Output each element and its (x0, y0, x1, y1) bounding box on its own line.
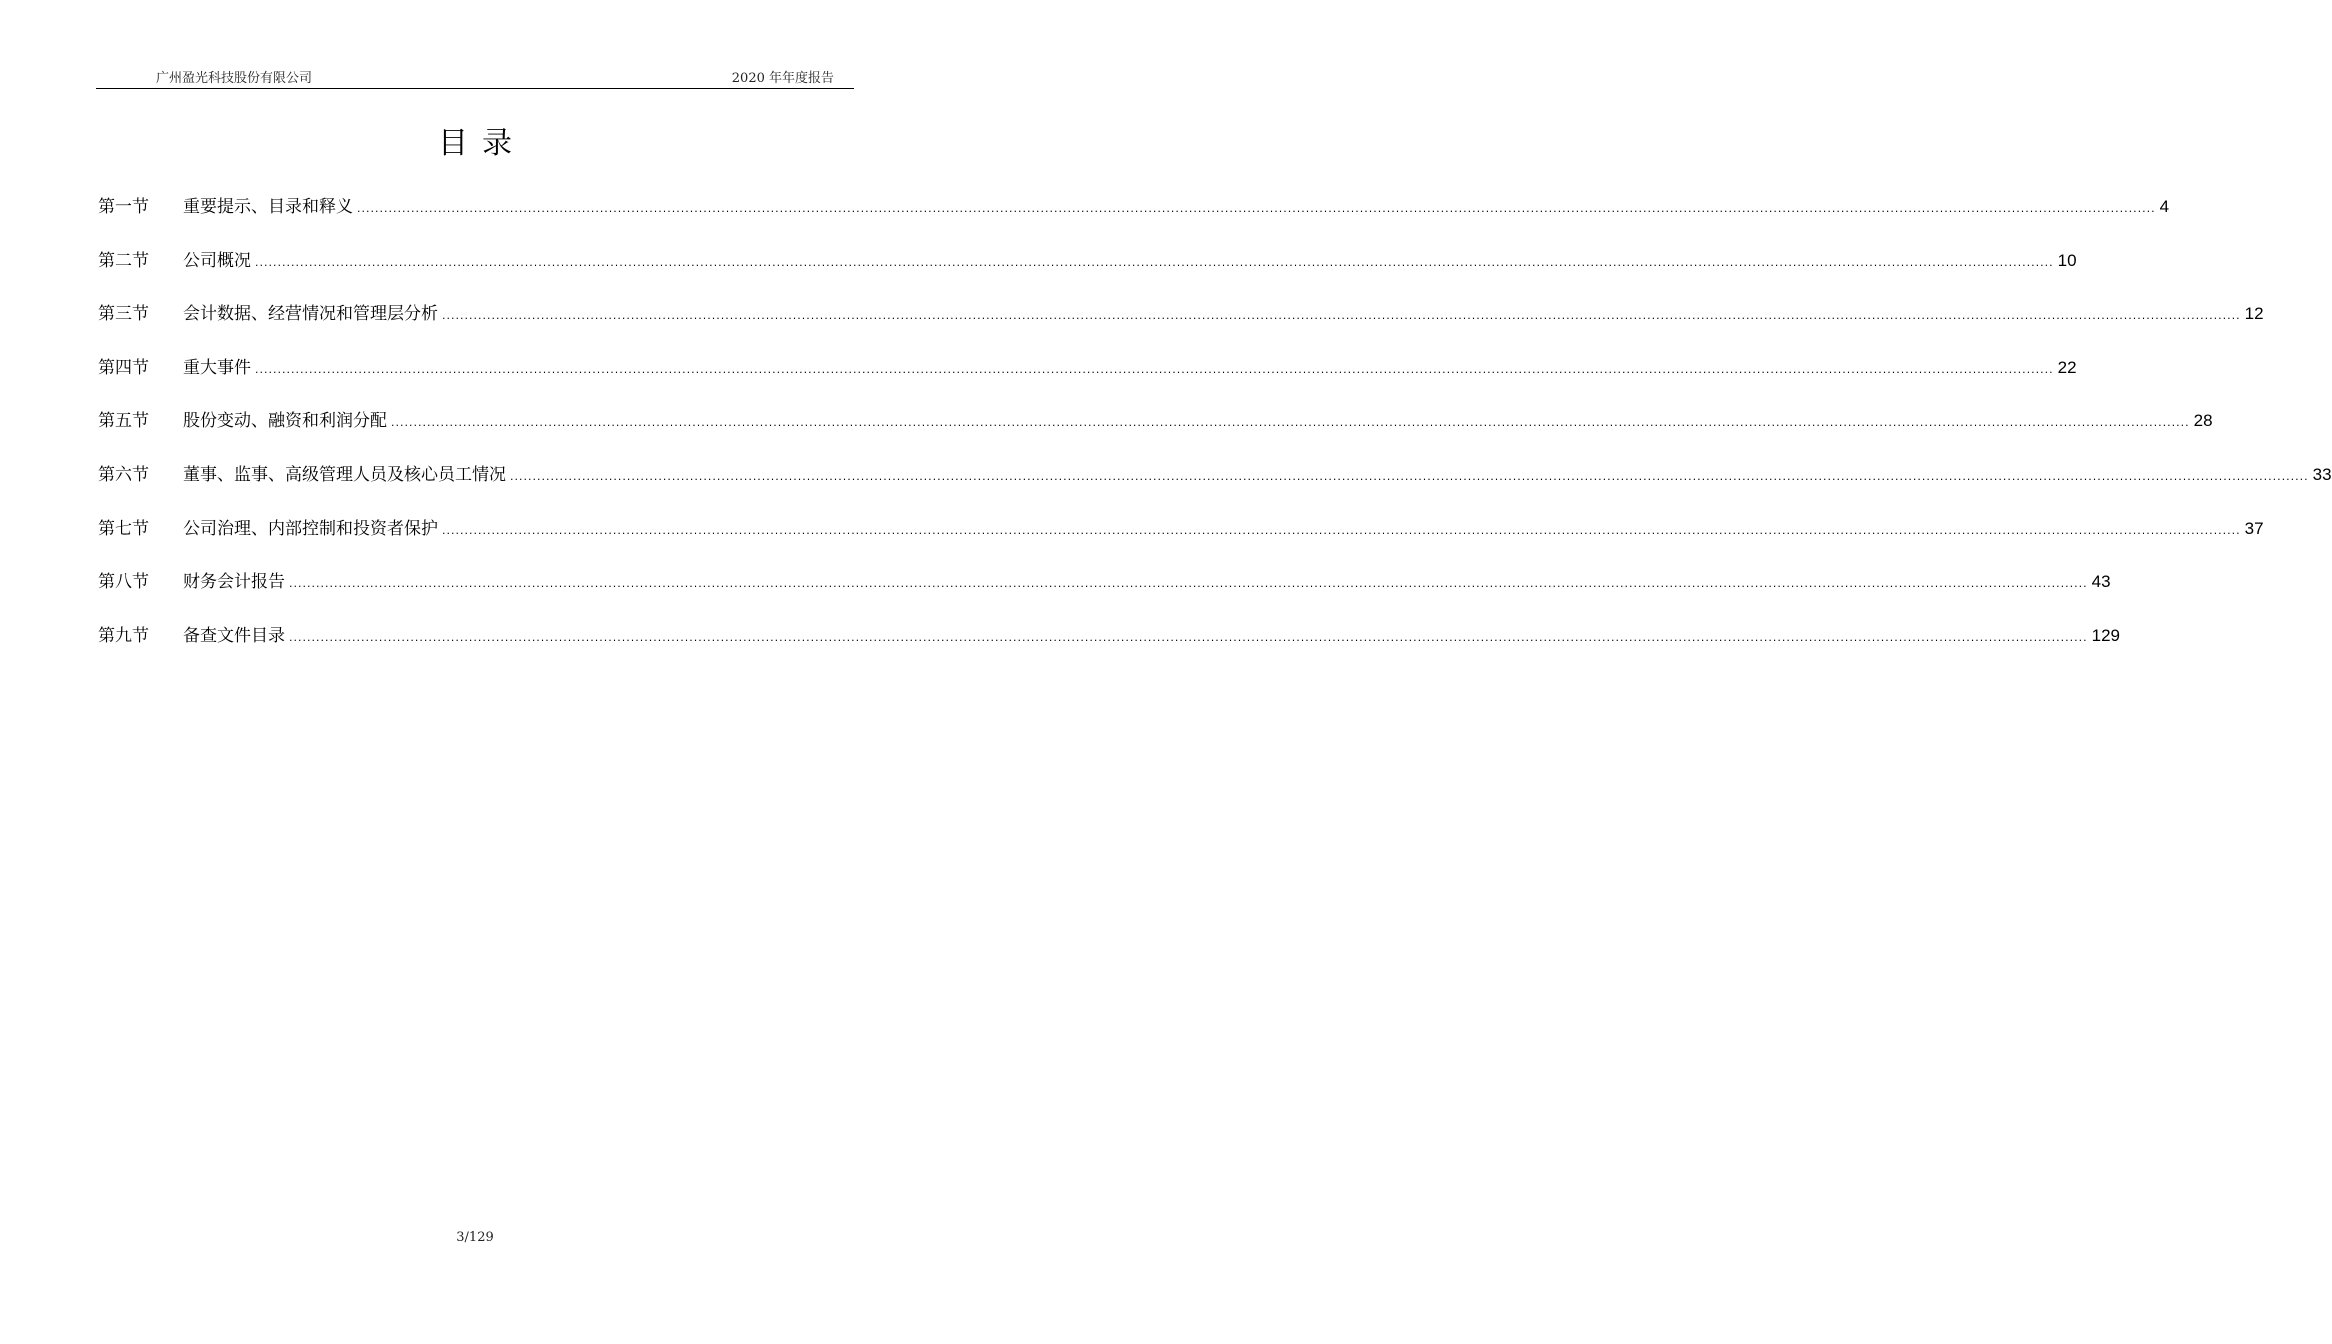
toc-title: 目录 (438, 126, 526, 161)
toc-entry[interactable] (98, 406, 2213, 460)
toc-section-number: 第六节 (98, 464, 149, 485)
toc-page-number: 22 (2057, 357, 2077, 377)
toc-section-number: 第四节 (98, 357, 149, 378)
table-of-contents (98, 192, 2332, 674)
toc-page-number: 37 (2244, 518, 2264, 538)
toc-dot-leader: ................................................................................................................................................................................................................................................................................................................................................................................................................ (255, 255, 2054, 269)
toc-page-number: 33 (2312, 464, 2332, 484)
toc-section-number: 第二节 (98, 250, 149, 271)
toc-section-number: 第七节 (98, 518, 149, 539)
toc-dot-leader: ................................................................................................................................................................................................................................................................................................................................................................................................................ (442, 523, 2241, 537)
toc-page-number: 43 (2091, 572, 2111, 592)
toc-section-name: 财务会计报告 (183, 572, 285, 593)
toc-page-number: 28 (2193, 411, 2213, 431)
toc-section-name: 股份变动、融资和利润分配 (183, 411, 387, 432)
toc-page-number: 12 (2244, 304, 2264, 324)
toc-section-number: 第三节 (98, 304, 149, 325)
toc-section-name: 重大事件 (183, 357, 251, 378)
toc-dot-leader: ................................................................................................................................................................................................................................................................................................................................................................................................................ (289, 577, 2088, 591)
toc-dot-leader: ................................................................................................................................................................................................................................................................................................................................................................................................................ (357, 202, 2156, 215)
toc-entry[interactable] (98, 353, 2077, 407)
toc-entry[interactable] (98, 567, 2111, 621)
toc-entry[interactable] (98, 246, 2077, 300)
toc-dot-leader: ................................................................................................................................................................................................................................................................................................................................................................................................................ (255, 362, 2054, 376)
toc-entry[interactable] (98, 460, 2332, 514)
report-title: 2020 年年度报告 (731, 71, 834, 86)
toc-page-number: 4 (2159, 197, 2170, 216)
toc-section-number: 第九节 (98, 625, 149, 646)
toc-section-number: 第八节 (98, 572, 149, 593)
toc-section-number: 第一节 (98, 197, 149, 217)
toc-page-number: 129 (2091, 625, 2121, 645)
toc-section-name: 会计数据、经营情况和管理层分析 (183, 304, 438, 325)
toc-section-number: 第五节 (98, 411, 149, 432)
toc-entry[interactable] (98, 514, 2264, 568)
toc-page-number: 10 (2057, 250, 2077, 270)
toc-entry[interactable] (98, 621, 2121, 675)
company-name: 广州盈光科技股份有限公司 (156, 71, 313, 86)
toc-dot-leader: ................................................................................................................................................................................................................................................................................................................................................................................................................ (442, 309, 2241, 323)
toc-dot-leader: ................................................................................................................................................................................................................................................................................................................................................................................................................ (391, 416, 2190, 430)
page-header (96, 64, 854, 89)
toc-section-name: 董事、监事、高级管理人员及核心员工情况 (183, 464, 506, 485)
toc-section-name: 公司概况 (183, 250, 251, 271)
page-number: 3/129 (456, 1230, 494, 1245)
toc-dot-leader: ................................................................................................................................................................................................................................................................................................................................................................................................................ (510, 469, 2309, 483)
toc-section-name: 备查文件目录 (183, 625, 285, 646)
toc-section-name: 重要提示、目录和释义 (183, 197, 353, 217)
toc-entry[interactable] (98, 192, 2170, 246)
toc-dot-leader: ................................................................................................................................................................................................................................................................................................................................................................................................................ (289, 630, 2088, 644)
toc-entry[interactable] (98, 299, 2264, 353)
toc-section-name: 公司治理、内部控制和投资者保护 (183, 518, 438, 539)
